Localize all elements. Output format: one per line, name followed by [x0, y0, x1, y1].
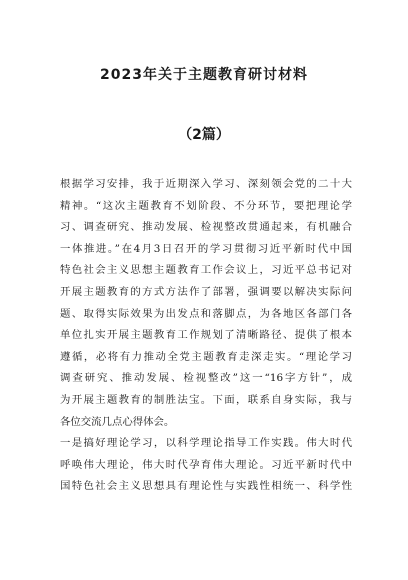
- body-line: 习、调查研究、推动发展、检视整改贯通起来，有机融合: [60, 221, 352, 234]
- body-line: 精神。“这次主题教育不划阶段、不分环节，要把理论学: [60, 199, 352, 212]
- body-line: 一体推进。”在4月3日召开的学习贯彻习近平新时代中国: [60, 242, 352, 255]
- body-line: 调查研究、推动发展、检视整改”这一“16字方针”，成: [60, 372, 352, 385]
- body-line: 为开展主题教育的制胜法宝。下面，联系自身实际，我与: [60, 393, 352, 406]
- body-line: 特色社会主义思想主题教育工作会议上，习近平总书记对: [60, 264, 352, 277]
- body-line: 国特色社会主义思想具有理论性与实践性相统一、科学性: [60, 480, 352, 493]
- document-title: 2023年关于主题教育研讨材料: [100, 67, 308, 83]
- body-line: 呼唤伟大理论，伟大时代孕育伟大理论。习近平新时代中: [60, 458, 352, 471]
- body-line: 一是搞好理论学习，以科学理论指导工作实践。伟大时代: [60, 437, 352, 450]
- body-line: 开展主题教育的方式方法作了部署，强调要以解决实际问: [60, 285, 352, 298]
- document-body: [60, 174, 352, 498]
- body-line: 各位交流几点心得体会。: [60, 415, 175, 428]
- body-line: 单位扎实开展主题教育工作规划了清晰路径、提供了根本: [60, 329, 352, 342]
- body-line: 根据学习安排，我于近期深入学习、深刻领会党的二十大: [60, 178, 352, 190]
- body-line: 遵循，必将有力推动全党主题教育走深走实。“理论学习: [60, 350, 352, 363]
- body-line: 题、取得实际效果为出发点和落脚点，为各地区各部门各: [60, 307, 352, 320]
- document-subtitle: （2篇）: [178, 127, 230, 143]
